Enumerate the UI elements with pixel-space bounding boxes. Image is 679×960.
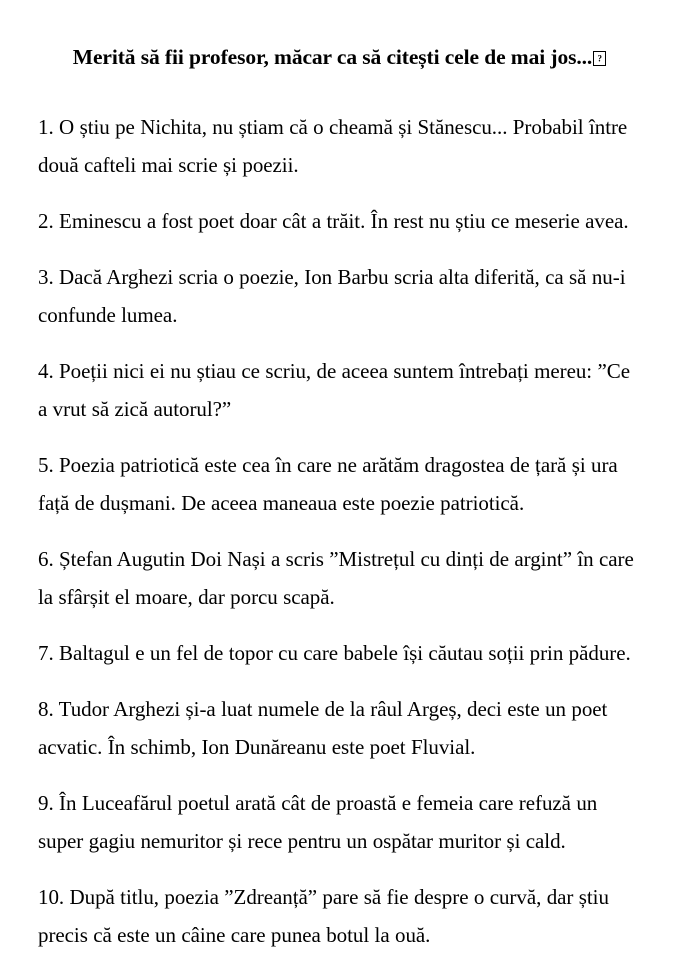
document-title-text: Merită să fii profesor, măcar ca să citești cele de mai jos...: [72, 45, 593, 70]
list-item: 6. Ștefan Augutin Doi Nași a scris ”Mistrețul cu dinți de argint” în care la sfârșit el moare, dar porcu scapă.: [38, 547, 634, 609]
list-item: 8. Tudor Arghezi și-a luat numele de la râul Argeș, deci este un poet acvatic. În schimb, Ion Dunăreanu este poet Fluvial.: [38, 697, 608, 759]
list-item: 1. O știu pe Nichita, nu știam că o cheamă și Stănescu... Probabil între două cafteli mai scrie și poezii.: [38, 115, 628, 177]
list-item: 2. Eminescu a fost poet doar cât a trăit. În rest nu știu ce meserie avea.: [38, 209, 629, 233]
list-item: 10. După titlu, poezia ”Zdreanță” pare să fie despre o curvă, dar știu precis că este un câine care punea botul la ouă.: [38, 885, 609, 947]
list-item: 4. Poeții nici ei nu știau ce scriu, de aceea suntem întrebați mereu: ”Ce a vrut să zică autorul?”: [38, 359, 630, 421]
unrenderable-character-box-icon: [593, 51, 606, 66]
joke-list: [38, 108, 644, 954]
list-item: 3. Dacă Arghezi scria o poezie, Ion Barbu scria alta diferită, ca să nu-i confunde lumea.: [38, 265, 626, 327]
list-item: 9. În Luceafărul poetul arată cât de proastă e femeia care refuză un super gagiu nemuritor și rece pentru un ospătar muritor și cald.: [38, 791, 598, 853]
document-title: [0, 44, 679, 71]
list-item: 7. Baltagul e un fel de topor cu care babele își căutau soții prin pădure.: [38, 641, 631, 665]
list-item: 5. Poezia patriotică este cea în care ne arătăm dragostea de țară și ura față de dușmani. De aceea maneaua este poezie patriotică.: [38, 453, 618, 515]
